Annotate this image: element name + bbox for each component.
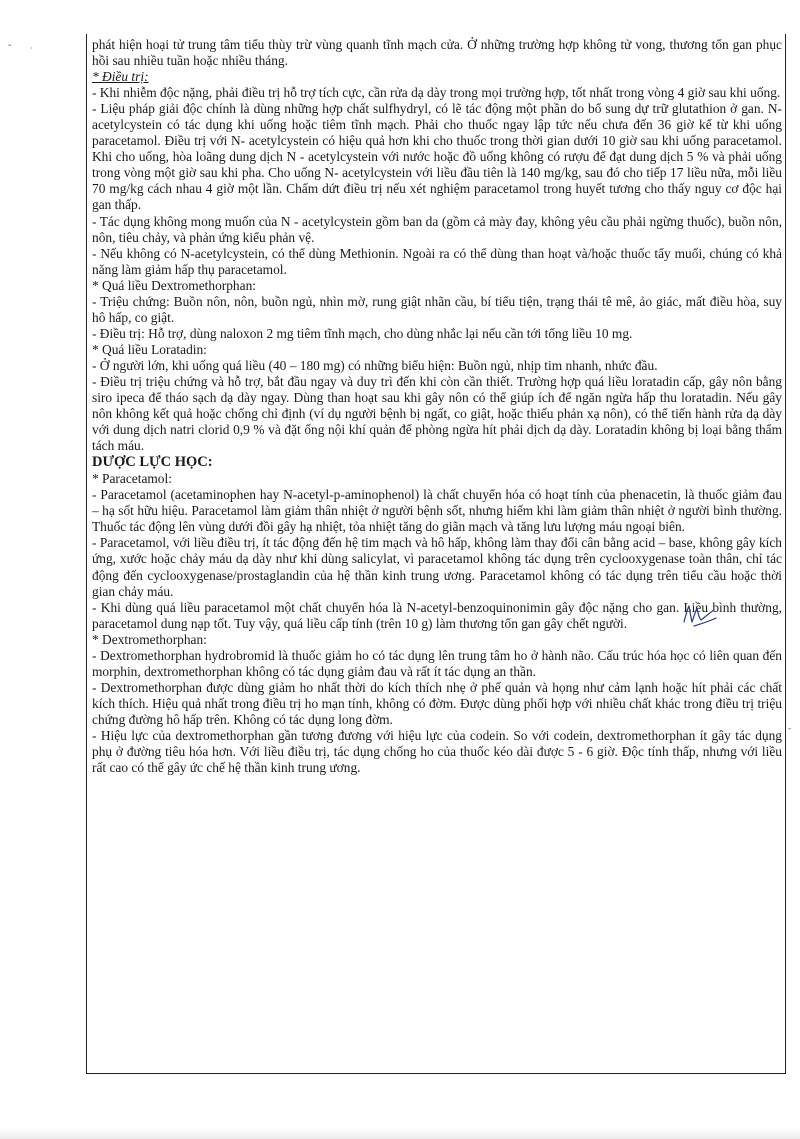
paragraph: - Tác dụng không mong muốn của N - acetylcystein gồm ban da (gồm cả mày đay, không yêu cầu phải ngừng thuốc), buồn nôn, nôn, tiêu chảy, và phản ứng kiểu phản vệ. <box>92 213 782 245</box>
paragraph: - Dextromethorphan được dùng giảm ho nhất thời do kích thích nhẹ ở phế quản và họng như cảm lạnh hoặc hít phải các chất kích thích. Hiệu quả nhất trong điều trị ho mạn tính, không có đờm. Được dùng phối hợp với nhiều chất khác trong điều trị triệu chứng đường hô hấp trên. Không có tác dụng long đờm. <box>92 679 782 727</box>
paragraph: * Dextromethorphan: <box>92 631 207 647</box>
treatment-heading: * Điều trị: <box>92 69 149 85</box>
document-body <box>92 37 782 776</box>
signature-mark <box>680 600 720 630</box>
margin-dot-mark: · <box>30 44 33 53</box>
paragraph: - Paracetamol, với liều điều trị, ít tác động đến hệ tim mạch và hô hấp, không làm thay đổi cân bằng acid – base, không gây kích ứng, xước hoặc chảy máu dạ dày như khi dùng salicylat, vì paracetamol không tác dụng trên cyclooxygenase toàn thân, chỉ tác động đến cyclooxygenase/prostaglandin của hệ thần kinh trung ương. Paracetamol không có tác dụng trên tiểu cầu hoặc thời gian chảy máu. <box>92 535 782 599</box>
paragraph: - Liệu pháp giải độc chính là dùng những hợp chất sulfhydryl, có lẽ tác động một phần do bổ sung dự trữ glutathion ở gan. N-acetylcystein có tác dụng khi uống hoặc tiêm tĩnh mạch. Phải cho thuốc ngay lập tức nếu chưa đến 36 giờ kể từ khi uống paracetamol. Điều trị với N- acetylcystein có hiệu quả hơn khi cho thuốc trong thời gian dưới 10 giờ sau khi uống paracetamol. Khi cho uống, hòa loãng dung dịch N - acetylcystein với nước hoặc đồ uống không có rượu để đạt dung dịch 5 % và phải uống trong vòng một giờ sau khi pha. Cho uống N- acetylcystein với liều đầu tiên là 140 mg/kg, sau đó cho tiếp 17 liều nữa, mỗi liều 70 mg/kg cách nhau 4 giờ một lần. Chấm dứt điều trị nếu xét nghiệm paracetamol trong huyết tương cho thấy nguy cơ độc hại gan thấp. <box>92 101 782 213</box>
paragraph: * Quá liều Loratadin: <box>92 341 207 357</box>
paragraph: - Dextromethorphan hydrobromid là thuốc giảm ho có tác dụng lên trung tâm ho ở hành não. Cấu trúc hóa học có liên quan đến morphin, dextromethorphan không có tác dụng giảm đau và rất ít tác dụng an thần. <box>92 647 782 679</box>
paragraph: - Hiệu lực của dextromethorphan gần tương đương với hiệu lực của codein. So với codein, dextromethorphan ít gây tác dụng phụ ở đường tiêu hóa hơn. Với liều điều trị, tác dụng chống ho của thuốc kéo dài được 5 - 6 giờ. Độc tính thấp, nhưng với liều rất cao có thể gây ức chế hệ thần kinh trung ương. <box>92 727 782 776</box>
paragraph: - Triệu chứng: Buồn nôn, nôn, buồn ngủ, nhìn mờ, rung giật nhãn cầu, bí tiểu tiện, trạng thái tê mê, ảo giác, mất điều hòa, suy hô hấp, co giật. <box>92 293 782 325</box>
paragraph: * Quá liều Dextromethorphan: <box>92 277 256 293</box>
paragraph: - Khi dùng quá liều paracetamol một chất chuyển hóa là N-acetyl-benzoquinonimin gây độc nặng cho gan. Liều bình thường, paracetamol dung nạp tốt. Tuy vậy, quá liều cấp tính (trên 10 g) làm thương tổn gan gây chết người. <box>92 599 782 631</box>
section-heading: DƯỢC LỰC HỌC: <box>92 454 213 471</box>
paragraph: - Paracetamol (acetaminophen hay N-acetyl-p-aminophenol) là chất chuyển hóa có hoạt tính của phenacetin, là thuốc giảm đau – hạ sốt hữu hiệu. Paracetamol làm giảm thân nhiệt ở người bệnh sốt, nhưng hiếm khi làm giảm thân nhiệt ở người bình thường. Thuốc tác động lên vùng dưới đồi gây hạ nhiệt, tỏa nhiệt tăng do giãn mạch và tăng lưu lượng máu ngoại biên. <box>92 487 782 535</box>
paragraph: - Điều trị: Hỗ trợ, dùng naloxon 2 mg tiêm tĩnh mạch, cho dùng nhắc lại nếu cần tới tổng liều 10 mg. <box>92 325 633 341</box>
paragraph: - Khi nhiễm độc nặng, phải điều trị hỗ trợ tích cực, cần rửa dạ dày trong mọi trường hợp, tốt nhất trong vòng 4 giờ sau khi uống. <box>92 85 781 101</box>
paragraph: * Paracetamol: <box>92 471 172 487</box>
paragraph: - Ở người lớn, khi uống quá liều (40 – 180 mg) có những biểu hiện: Buồn ngủ, nhịp tim nhanh, nhức đầu. <box>92 357 658 373</box>
paragraph: phát hiện hoại tử trung tâm tiểu thùy trừ vùng quanh tĩnh mạch cửa. Ở những trường hợp không tử vong, thương tổn gan phục hồi sau nhiều tuần hoặc nhiều tháng. <box>92 37 782 69</box>
scan-edge <box>0 1128 800 1139</box>
paragraph: - Điều trị triệu chứng và hỗ trợ, bắt đầu ngay và duy trì đến khi còn cần thiết. Trường hợp quá liều loratadin cấp, gây nôn bằng siro ipeca để tháo sạch dạ dày ngay. Dùng than hoạt sau khi gây nôn có thể giúp ích để ngăn ngừa hấp thu loratadin. Nếu gây nôn không kết quả hoặc chống chỉ định (ví dụ người bệnh bị ngất, co giật, hoặc thiếu phản xạ nôn), có thể tiến hành rửa dạ dày với dung dịch natri clorid 0,9 % và đặt ống nội khí quản để phòng ngừa hít phải dịch dạ dày. Loratadin không bị loại bằng thẩm tách máu. <box>92 373 782 454</box>
paragraph: - Nếu không có N-acetylcystein, có thể dùng Methionin. Ngoài ra có thể dùng than hoạt và/hoặc thuốc tẩy muối, chúng có khả năng làm giảm hấp thụ paracetamol. <box>92 245 782 277</box>
margin-dash-mark: - <box>8 40 12 51</box>
margin-dash-mark-right: - <box>788 724 792 734</box>
